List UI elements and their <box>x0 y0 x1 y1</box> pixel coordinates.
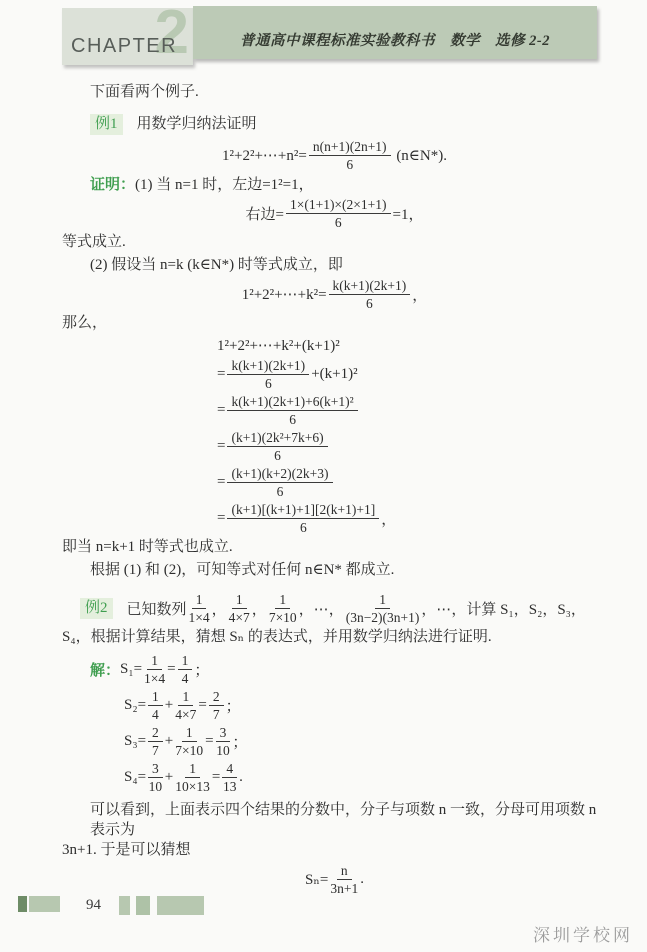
proof-step2: (2) 假设当 n=k (k∈N*) 时等式成立，即 <box>90 257 343 273</box>
math-text: S₄= <box>124 769 147 785</box>
fraction-denominator: 3n+1 <box>330 881 359 896</box>
footer-decoration-block <box>18 896 27 912</box>
fraction <box>269 592 297 625</box>
fraction-denominator: 6 <box>274 448 281 463</box>
fraction <box>175 725 203 758</box>
math-text: +(k+1)² <box>311 366 358 382</box>
fraction-numerator: 1 <box>148 689 163 706</box>
fraction-numerator: 1 <box>178 653 193 670</box>
fraction <box>189 592 210 625</box>
derivation-row <box>217 502 607 535</box>
fraction <box>175 761 210 794</box>
footer-decoration-block <box>136 896 150 915</box>
fraction-numerator: 1 <box>147 653 162 670</box>
math-text: S₂= <box>124 697 147 713</box>
solution-row <box>124 725 607 758</box>
math-text: 1²+2²+⋯+k²+(k+1)² <box>217 337 340 354</box>
fraction <box>222 761 237 794</box>
page-body <box>0 82 647 896</box>
fraction <box>330 863 358 896</box>
math-text: ， <box>381 512 397 528</box>
footer-decoration-block <box>157 896 204 915</box>
fraction-denominator: 7 <box>152 743 159 758</box>
fraction <box>346 592 420 625</box>
fraction-numerator: k(k+1)(2k+1) <box>227 358 309 375</box>
example2-heading <box>62 592 607 647</box>
closing-para2: 3n+1. 于是可以猜想 <box>62 842 191 858</box>
fraction-numerator: (k+1)(2k²+7k+6) <box>227 430 327 447</box>
example1-title: 用数学归纳法证明 <box>136 116 257 132</box>
fraction-numerator: 1 <box>185 761 200 778</box>
solution-row <box>90 653 607 686</box>
math-text: = <box>217 474 226 490</box>
math-text: 右边= <box>245 207 284 223</box>
equation-holds-text: 等式成立. <box>62 234 126 250</box>
conjecture-formula <box>62 863 607 896</box>
footer-decoration-block <box>119 896 130 915</box>
math-text: S₁= <box>120 661 143 677</box>
fraction <box>227 394 357 427</box>
chapter-block <box>62 0 193 67</box>
fraction-denominator: 6 <box>289 412 296 427</box>
derivation-row <box>217 466 607 499</box>
fraction-numerator: 1 <box>232 592 247 609</box>
math-text: + <box>164 769 174 785</box>
fraction-numerator: 3 <box>148 761 163 778</box>
derivation-block <box>217 335 607 535</box>
proof-step1-text: (1) 当 n=1 时，左边=1²=1， <box>135 177 314 193</box>
intro-text: 下面看两个例子. <box>90 84 199 100</box>
math-text: ； <box>225 699 241 715</box>
page-footer <box>0 894 647 924</box>
fraction <box>175 689 196 722</box>
chapter-label: CHAPTER <box>71 35 178 57</box>
math-text: = <box>217 438 226 454</box>
math-text: = <box>211 769 221 785</box>
fraction-denominator: 6 <box>366 296 373 311</box>
example1-label: 例1 <box>90 114 123 135</box>
fraction <box>209 689 224 722</box>
proof-step1 <box>90 175 607 195</box>
fraction <box>229 592 250 625</box>
fraction-numerator: 2 <box>209 689 224 706</box>
math-text: ，⋯，计算 S₁，S₂，S₃， <box>421 602 586 618</box>
fraction <box>216 725 231 758</box>
fraction-denominator: 6 <box>346 157 354 172</box>
fraction-denominator: (3n−2)(3n+1) <box>345 610 420 625</box>
example1-formula <box>62 139 607 172</box>
example2-label: 例2 <box>80 598 113 619</box>
page-header <box>0 0 647 70</box>
math-text: + <box>164 697 174 713</box>
math-text: 1²+2²+⋯+n²= <box>222 148 307 164</box>
solution-block <box>62 653 607 794</box>
derivation-row <box>217 335 607 355</box>
fraction-numerator: (k+1)[(k+1)+1][2(k+1)+1] <box>227 502 379 519</box>
fraction-numerator: 1 <box>375 592 390 609</box>
fraction-numerator: 2 <box>148 725 163 742</box>
derivation-row <box>217 430 607 463</box>
fraction-denominator: 6 <box>264 376 272 391</box>
math-text: Sₙ= <box>305 872 329 888</box>
fraction-denominator: 6 <box>299 520 307 535</box>
fraction-numerator: 4 <box>222 761 237 778</box>
fraction-denominator: 10 <box>148 779 163 794</box>
fraction <box>148 725 163 758</box>
chapter-number: 2 <box>154 0 189 67</box>
math-text: = <box>217 402 226 418</box>
fraction <box>178 653 193 686</box>
derivation-row <box>217 358 607 391</box>
math-text: = <box>217 366 226 382</box>
fraction-denominator: 7×10 <box>175 743 204 758</box>
fraction <box>227 358 309 391</box>
fraction-numerator: n <box>337 863 352 880</box>
example2-line1 <box>80 592 607 625</box>
fraction-denominator: 4 <box>152 707 159 722</box>
fraction-numerator: 1 <box>178 689 193 706</box>
fraction <box>309 139 391 172</box>
example1-heading <box>90 114 607 135</box>
fraction-numerator: 3 <box>216 725 231 742</box>
fraction-denominator: 7×10 <box>268 610 297 625</box>
fraction-numerator: 1 <box>192 592 207 609</box>
fraction-denominator: 6 <box>334 215 342 230</box>
math-text: + <box>164 733 174 749</box>
then-text: 那么， <box>62 315 108 331</box>
solution-label: 解： <box>90 663 121 679</box>
math-text: = <box>217 510 226 526</box>
example2-intro: 已知数列 <box>126 602 187 618</box>
math-text: ， <box>412 288 428 304</box>
math-text: = <box>198 697 207 713</box>
fraction-numerator: k(k+1)(2k+1) <box>329 278 411 295</box>
fraction <box>148 689 163 722</box>
math-text: ； <box>232 735 248 751</box>
fraction <box>227 430 327 463</box>
fraction-denominator: 1×4 <box>144 671 166 686</box>
math-text: ， <box>251 602 267 618</box>
solution-row <box>124 761 607 794</box>
math-text: ； <box>194 663 210 679</box>
math-text: . <box>239 769 243 785</box>
fraction-denominator: 7 <box>212 707 220 722</box>
fraction-denominator: 10×13 <box>175 779 210 794</box>
fraction-numerator: 1 <box>275 592 290 609</box>
fraction-numerator: (k+1)(k+2)(2k+3) <box>227 466 332 483</box>
math-text: ， <box>211 602 227 618</box>
solution-row <box>124 689 607 722</box>
fraction <box>227 502 379 535</box>
fraction-denominator: 4 <box>181 671 189 686</box>
fraction <box>286 197 391 230</box>
fraction-denominator: 13 <box>222 779 237 794</box>
fraction-numerator: 1 <box>182 725 197 742</box>
fraction-numerator: 1×(1+1)×(2×1+1) <box>286 197 391 214</box>
hypothesis-formula <box>62 278 607 311</box>
fraction-denominator: 4×7 <box>175 707 197 722</box>
fraction <box>329 278 411 311</box>
watermark-text: 深圳学校网 <box>533 926 633 945</box>
fraction-denominator: 1×4 <box>188 610 210 625</box>
derivation-row <box>217 394 607 427</box>
closing-para1: 可以看到，上面表示四个结果的分数中，分子与项数 n 一致，分母可用项数 n 表示为 <box>90 802 597 838</box>
proof-label: 证明： <box>90 177 136 193</box>
fraction-numerator: n(n+1)(2n+1) <box>309 139 391 156</box>
fraction-numerator: k(k+1)(2k+1)+6(k+1)² <box>227 394 357 411</box>
fraction-denominator: 10 <box>216 743 230 758</box>
fraction <box>144 653 165 686</box>
conclusion1-text: 即当 n=k+1 时等式也成立. <box>62 539 233 555</box>
fraction-denominator: 4×7 <box>228 610 250 625</box>
example2-line2: S₄，根据计算结果，猜想 Sₙ 的表达式，并用数学归纳法进行证明. <box>62 629 492 645</box>
math-text: S₃= <box>124 733 147 749</box>
math-text: 1²+2²+⋯+k²= <box>241 287 327 303</box>
banner-title: 普通高中课程标准实验教科书 数学 选修 2-2 <box>240 33 550 49</box>
header-banner <box>193 6 597 59</box>
math-text: . <box>360 871 364 887</box>
footer-decoration-block <box>29 896 60 912</box>
fraction <box>148 761 163 794</box>
conclusion2-text: 根据 (1) 和 (2)，可知等式对任何 n∈N* 都成立. <box>90 562 395 578</box>
math-text: =1， <box>392 207 424 223</box>
math-text: (n∈N*). <box>392 148 447 164</box>
math-text: = <box>205 733 214 749</box>
fraction <box>227 466 332 499</box>
page-number: 94 <box>86 897 101 913</box>
math-text: ，⋯， <box>298 602 344 618</box>
fraction-denominator: 6 <box>276 484 284 499</box>
proof-rhs-formula <box>62 197 607 230</box>
math-text: = <box>167 661 176 677</box>
